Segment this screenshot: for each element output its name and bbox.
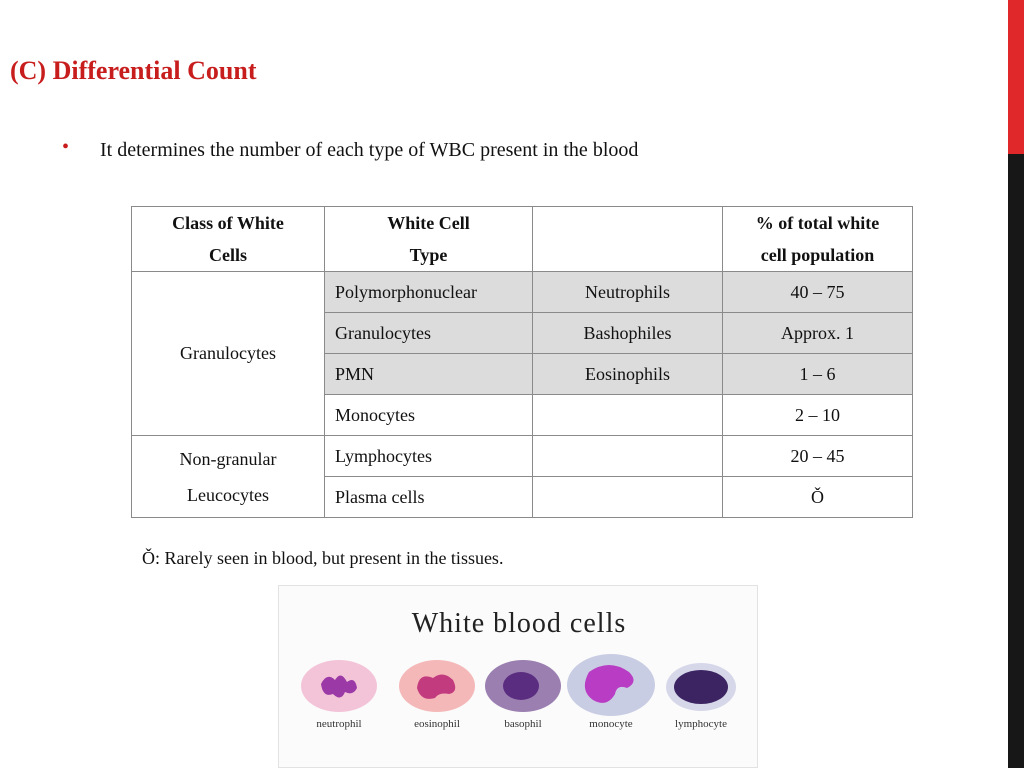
bullet-text: It determines the number of each type of WBC present in the blood bbox=[100, 139, 639, 161]
lymphocyte-icon bbox=[665, 662, 737, 712]
cell-label: neutrophil bbox=[316, 718, 362, 730]
table-row bbox=[132, 272, 913, 313]
group-non-granular: Non-granular Leucocytes bbox=[132, 436, 325, 518]
accent-bar-red bbox=[1008, 0, 1024, 154]
header-percent: % of total white cell population bbox=[723, 207, 913, 272]
cell-type: Polymorphonuclear bbox=[325, 272, 533, 313]
table-header-row bbox=[132, 207, 913, 272]
header-type: White Cell Type bbox=[325, 207, 533, 272]
header-name bbox=[533, 207, 723, 272]
cell-percent: Ǒ bbox=[723, 477, 913, 518]
cell-percent: 40 – 75 bbox=[723, 272, 913, 313]
cell-percent: Approx. 1 bbox=[723, 313, 913, 354]
cell-name bbox=[533, 436, 723, 477]
group-granulocytes: Granulocytes bbox=[132, 272, 325, 436]
figure-title: White blood cells bbox=[411, 608, 627, 639]
wbc-table bbox=[131, 206, 913, 518]
cell-type: PMN bbox=[325, 354, 533, 395]
cell-percent: 20 – 45 bbox=[723, 436, 913, 477]
cell-name bbox=[533, 395, 723, 436]
cell-percent: 1 – 6 bbox=[723, 354, 913, 395]
bullet-icon: • bbox=[62, 136, 70, 158]
cell-name: Eosinophils bbox=[533, 354, 723, 395]
cell-label: basophil bbox=[504, 718, 542, 730]
slide-title: (C) Differential Count bbox=[10, 56, 257, 85]
cell-type: Monocytes bbox=[325, 395, 533, 436]
cell-label: monocyte bbox=[589, 718, 633, 730]
cell-percent: 2 – 10 bbox=[723, 395, 913, 436]
header-class: Class of White Cells bbox=[132, 207, 325, 272]
cell-name: Neutrophils bbox=[533, 272, 723, 313]
cell-label: lymphocyte bbox=[675, 718, 727, 730]
accent-bar-dark bbox=[1008, 154, 1024, 768]
cell-type: Granulocytes bbox=[325, 313, 533, 354]
eosinophil-icon bbox=[397, 658, 477, 714]
cell-name bbox=[533, 477, 723, 518]
cell-type: Lymphocytes bbox=[325, 436, 533, 477]
cell-label: eosinophil bbox=[414, 718, 460, 730]
monocyte-icon bbox=[565, 652, 657, 718]
cell-name: Bashophiles bbox=[533, 313, 723, 354]
table-row bbox=[132, 436, 913, 477]
neutrophil-icon bbox=[299, 658, 379, 714]
cell-type: Plasma cells bbox=[325, 477, 533, 518]
wbc-figure bbox=[278, 585, 758, 768]
footnote: Ǒ: Rarely seen in blood, but present in the tissues. bbox=[142, 548, 504, 568]
basophil-icon bbox=[483, 658, 563, 714]
